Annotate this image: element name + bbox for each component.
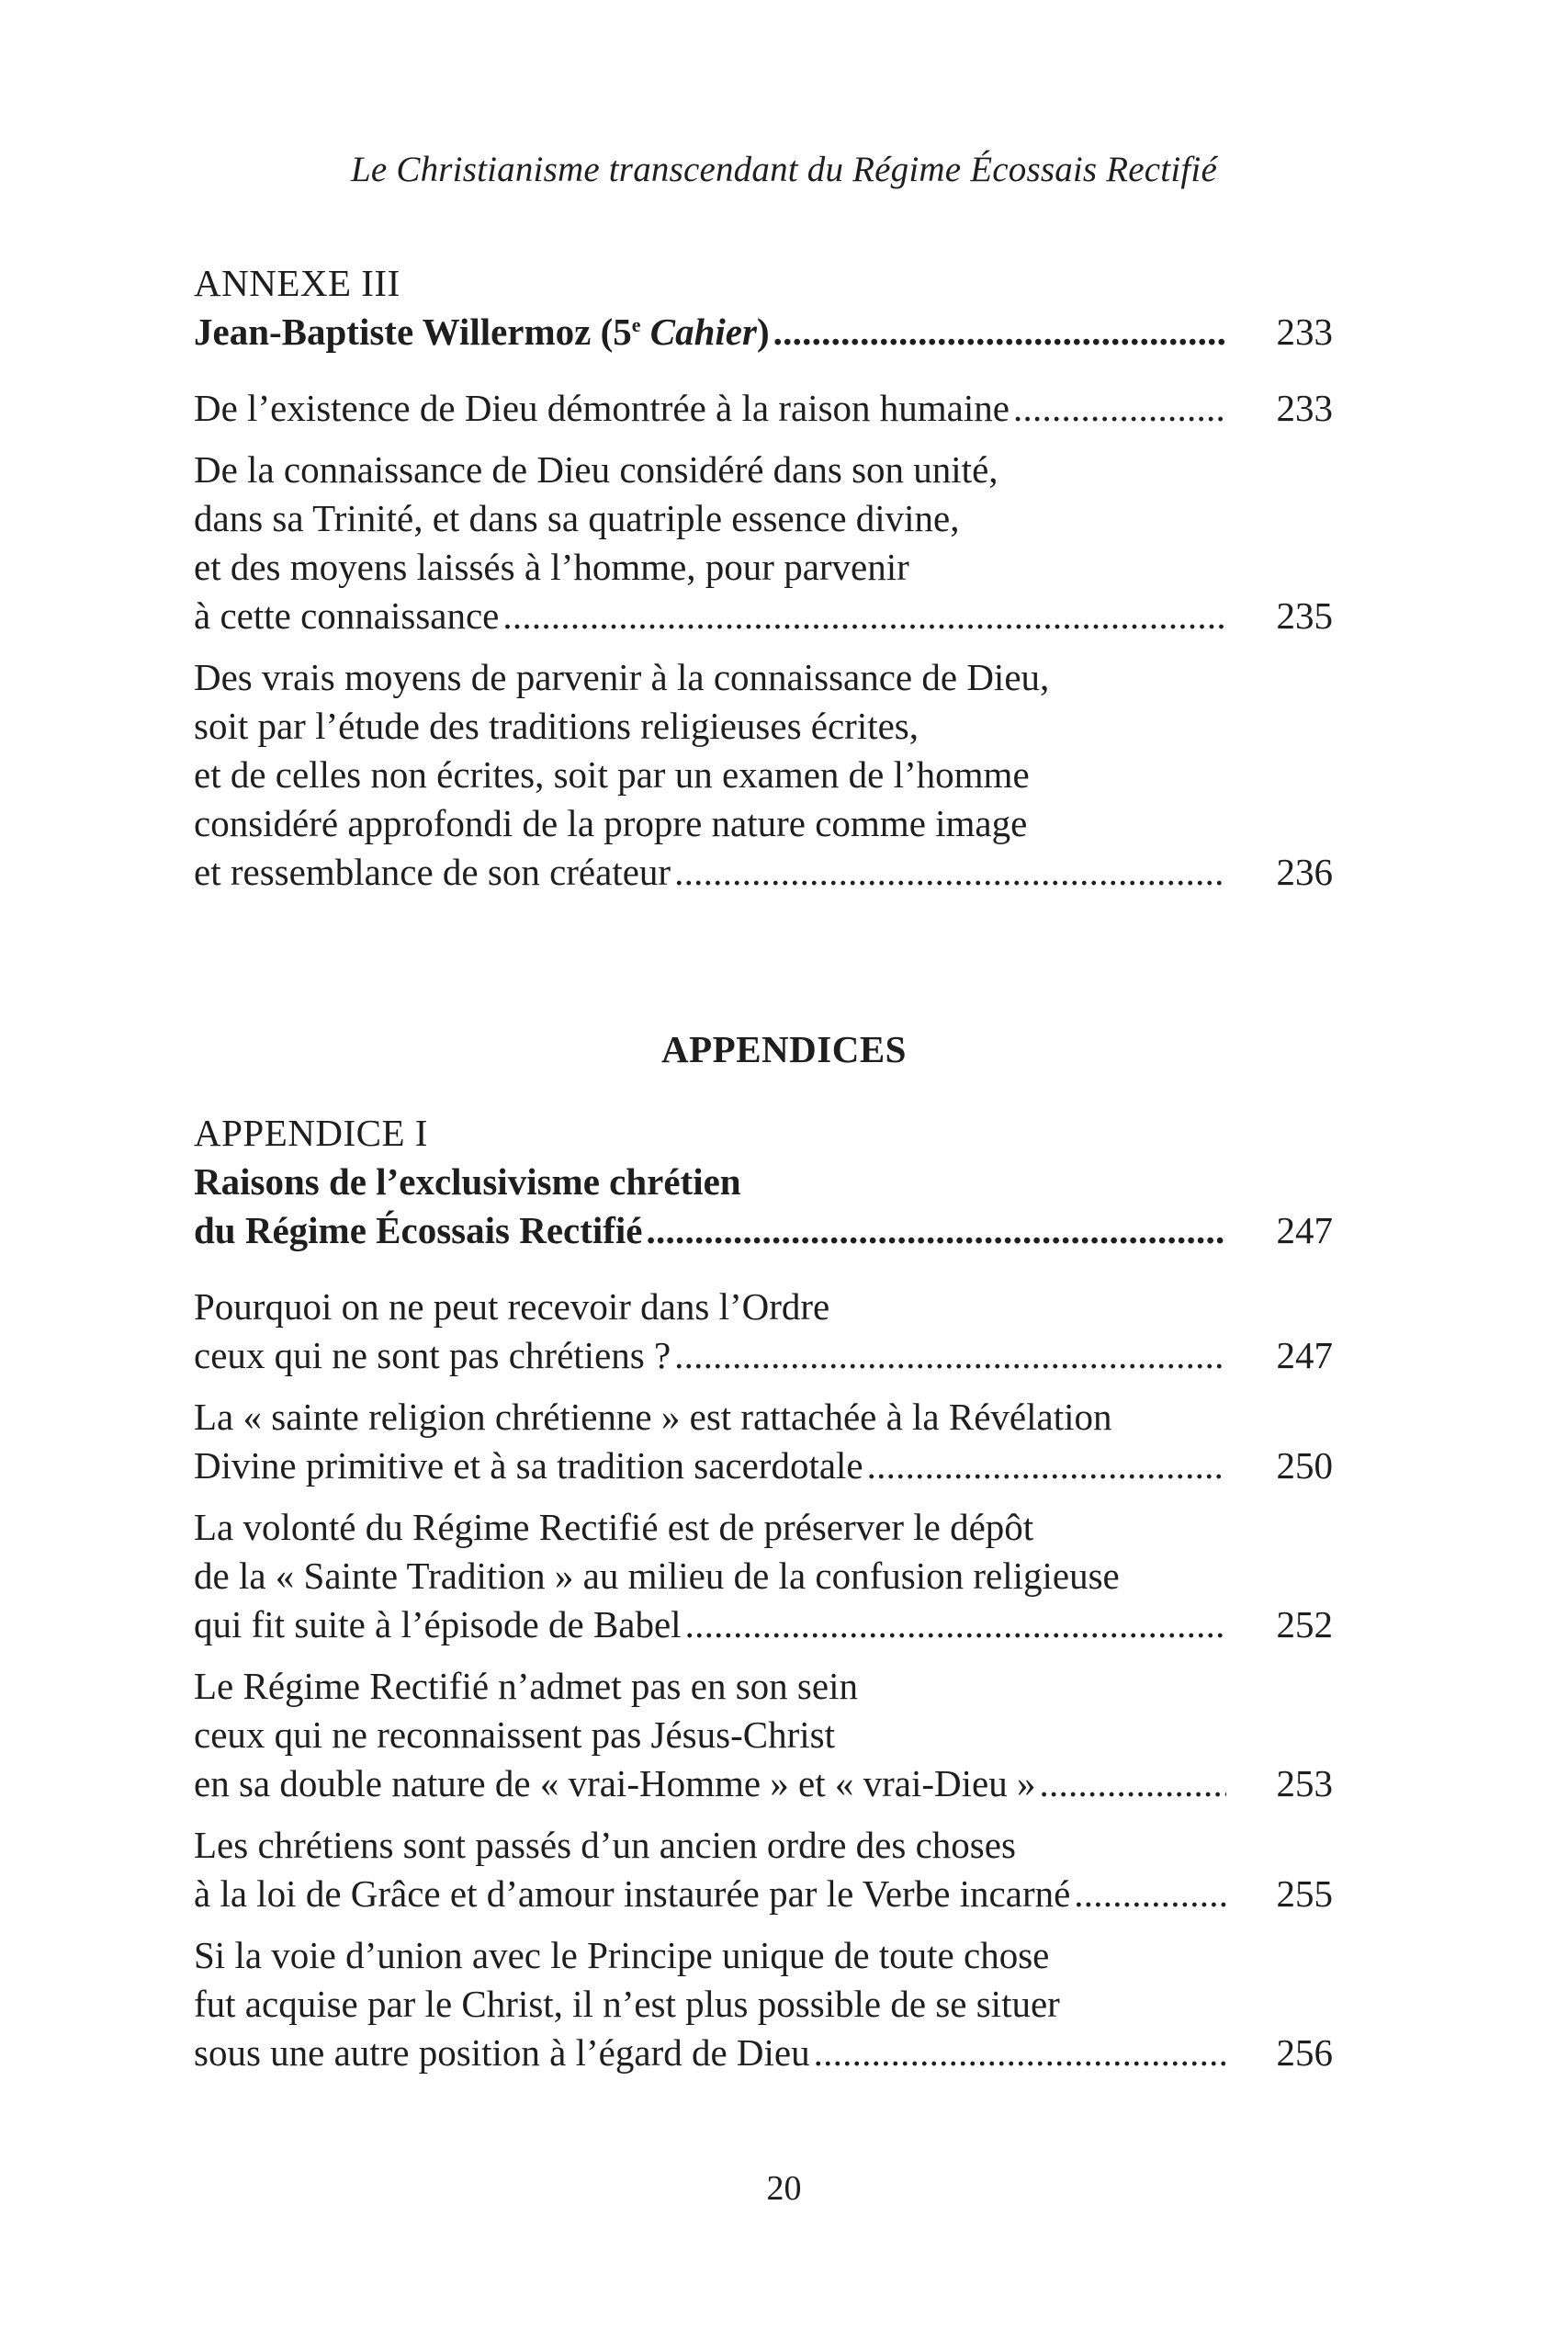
toc-entry-line (194, 1552, 1333, 1600)
toc-entry-line (194, 751, 1333, 799)
leader-dots (674, 1331, 1226, 1380)
toc-entry-text: considéré approfondi de la propre nature comme image (194, 802, 1028, 844)
toc-entry[interactable] (194, 1662, 1333, 1808)
toc-entry-line (194, 1393, 1333, 1442)
toc-entry-line (194, 1980, 1333, 2029)
toc-entry-line (194, 702, 1333, 751)
toc-entry-text: dans sa Trinité, et dans sa quatriple essence divine, (194, 497, 960, 539)
toc-entry-text: à la loi de Grâce et d’amour instaurée par le Verbe incarné (194, 1872, 1071, 1915)
appendice-1-entries (194, 1283, 1333, 2077)
toc-entry-line (194, 1662, 1333, 1711)
appendices-heading: APPENDICES (661, 1028, 907, 1070)
toc-entry-line (194, 848, 1333, 897)
page-number: 236 (1276, 851, 1333, 893)
page-number: 247 (1276, 1334, 1333, 1376)
leader-dots (685, 1600, 1226, 1649)
leader-dots (502, 592, 1226, 640)
toc-entry-line (194, 1600, 1333, 1649)
toc-entry-line (194, 1442, 1333, 1490)
toc-entry[interactable] (194, 1931, 1333, 2077)
annexe-3-title[interactable] (194, 308, 1333, 356)
toc-entry-line (194, 1331, 1333, 1380)
page-number: 233 (1276, 311, 1333, 353)
toc-entry-line (194, 494, 1333, 543)
page-number: 253 (1276, 1762, 1333, 1804)
toc-entry-text: à cette connaissance (194, 594, 500, 637)
toc-entry[interactable] (194, 384, 1333, 433)
annexe-3-section (194, 259, 1333, 910)
running-head: Le Christianisme transcendant du Régime Écossais Rectifié (351, 150, 1217, 189)
toc-entry-line (194, 1503, 1333, 1552)
appendice-1-title[interactable] (194, 1158, 1333, 1255)
toc-entry-text: Raisons de l’exclusivisme chrétien (194, 1160, 741, 1203)
page-number: 256 (1276, 2031, 1333, 2074)
leader-dots (773, 308, 1226, 356)
page-number: 247 (1276, 1209, 1333, 1251)
toc-entry-line (194, 543, 1333, 592)
toc-entry-line (194, 1711, 1333, 1759)
toc-entry-text: De la connaissance de Dieu considéré dans son unité, (194, 448, 998, 491)
toc-entry-text: La « sainte religion chrétienne » est rattachée à la Révélation (194, 1396, 1112, 1438)
annexe-3-title-text: Jean-Baptiste Willermoz (5e Cahier) (194, 311, 770, 353)
toc-entry-line (194, 1931, 1333, 1980)
toc-entry[interactable] (194, 1393, 1333, 1490)
appendice-1-label: APPENDICE I (194, 1112, 428, 1154)
toc-entry[interactable] (194, 446, 1333, 640)
toc-entry[interactable] (194, 1158, 1333, 1255)
leader-dots (867, 1442, 1226, 1490)
page-number: 233 (1276, 387, 1333, 429)
toc-entry-text: Le Régime Rectifié n’admet pas en son sein (194, 1665, 858, 1707)
toc-entry-text: sous une autre position à l’égard de Dieu (194, 2031, 810, 2074)
toc-entry-line (194, 2029, 1333, 2077)
toc-entry-line (194, 1283, 1333, 1331)
toc-entry-text: Des vrais moyens de parvenir à la connaissance de Dieu, (194, 656, 1050, 698)
toc-entry-text: qui fit suite à l’épisode de Babel (194, 1603, 682, 1645)
toc-entry-text: soit par l’étude des traditions religieuses écrites, (194, 705, 919, 747)
toc-entry-line (194, 1206, 1333, 1255)
toc-entry-line (194, 799, 1333, 848)
toc-entry-text: en sa double nature de « vrai-Homme » et « vrai-Dieu » (194, 1762, 1036, 1804)
toc-entry[interactable] (194, 1821, 1333, 1918)
toc-entry-text: ceux qui ne sont pas chrétiens ? (194, 1334, 671, 1376)
leader-dots (674, 848, 1226, 897)
toc-entry-text: et de celles non écrites, soit par un examen de l’homme (194, 753, 1030, 796)
page-number: 255 (1276, 1872, 1333, 1915)
leader-dots (1040, 1759, 1227, 1808)
toc-entry-text: du Régime Écossais Rectifié (194, 1209, 643, 1251)
leader-dots (814, 2029, 1226, 2077)
toc-entry-line (194, 592, 1333, 640)
page-folio: 20 (766, 2169, 802, 2208)
annexe-3-entries (194, 384, 1333, 897)
toc-entry-text: et des moyens laissés à l’homme, pour parvenir (194, 546, 909, 588)
toc-entry-line (194, 653, 1333, 702)
toc-entry[interactable] (194, 1283, 1333, 1380)
toc-entry-text: fut acquise par le Christ, il n’est plus possible de se situer (194, 1983, 1060, 2025)
toc-entry-text: Les chrétiens sont passés d’un ancien ordre des choses (194, 1824, 1016, 1866)
annexe-3-label: ANNEXE III (194, 262, 400, 304)
toc-entry-text: De l’existence de Dieu démontrée à la raison humaine (194, 387, 1010, 429)
toc-entry-line (194, 1870, 1333, 1918)
toc-entry-text: ceux qui ne reconnaissent pas Jésus-Christ (194, 1713, 835, 1756)
toc-entry-text: et ressemblance de son créateur (194, 851, 671, 893)
page-number: 252 (1276, 1603, 1333, 1645)
toc-entry-text: de la « Sainte Tradition » au milieu de la confusion religieuse (194, 1555, 1120, 1597)
leader-dots (647, 1206, 1227, 1255)
toc-entry-text: Si la voie d’union avec le Principe unique de toute chose (194, 1934, 1050, 1976)
leader-dots (1074, 1870, 1226, 1918)
page-number: 250 (1276, 1444, 1333, 1487)
page-number: 235 (1276, 594, 1333, 637)
toc-entry-line (194, 384, 1333, 433)
appendice-1-section (194, 1109, 1333, 2090)
leader-dots (1013, 384, 1226, 433)
toc-entry[interactable] (194, 1503, 1333, 1649)
toc-entry-line (194, 446, 1333, 494)
toc-entry-line (194, 1821, 1333, 1870)
toc-entry-line (194, 1158, 1333, 1206)
toc-entry[interactable] (194, 653, 1333, 897)
toc-entry-line (194, 1759, 1333, 1808)
toc-entry-text: Pourquoi on ne peut recevoir dans l’Ordre (194, 1285, 830, 1328)
toc-entry-text: Divine primitive et à sa tradition sacerdotale (194, 1444, 863, 1487)
toc-entry-text: La volonté du Régime Rectifié est de préserver le dépôt (194, 1506, 1034, 1548)
